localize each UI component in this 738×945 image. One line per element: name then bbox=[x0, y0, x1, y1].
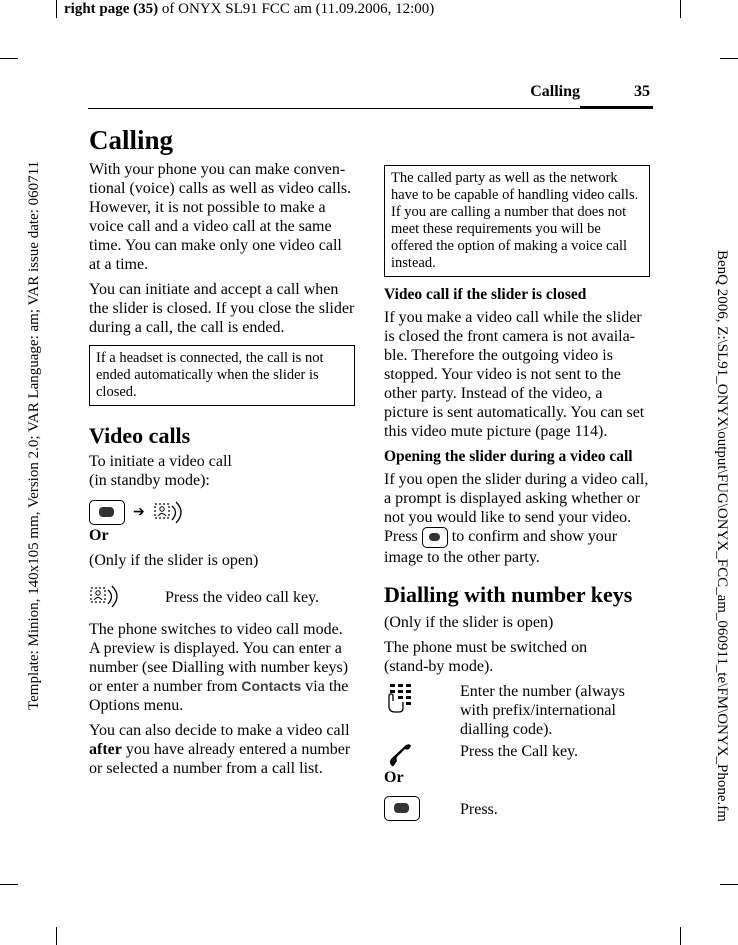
select-key-icon bbox=[422, 527, 448, 548]
crop-mark bbox=[720, 58, 738, 59]
crop-mark bbox=[0, 884, 18, 885]
crop-mark bbox=[680, 0, 681, 18]
dialling-heading: Dialling with number keys bbox=[384, 582, 633, 607]
opening-slider-heading: Opening the slider during a video call bbox=[384, 448, 633, 465]
page-number: 35 bbox=[634, 83, 650, 100]
video-call-key-icon bbox=[89, 582, 123, 610]
left-column bbox=[89, 124, 355, 784]
template-info: Template: Minion, 140x105 mm, Version 2.0; VAR Language: am; VAR issue date: 060711 bbox=[26, 160, 42, 710]
video-calls-heading: Video calls bbox=[89, 423, 191, 448]
number-keys-row bbox=[384, 682, 650, 742]
page-title: Calling bbox=[89, 125, 174, 155]
right-column bbox=[384, 165, 650, 830]
key-sequence bbox=[89, 498, 355, 526]
header-rule bbox=[88, 108, 653, 109]
or-label: Or bbox=[89, 527, 109, 544]
file-path: BenQ 2006, Z:\SL91_ONYX\output\FUG\ONYX_FCC_am_060911_te\FM\ONYX_Phone.fm bbox=[714, 250, 730, 822]
or-label: Or bbox=[384, 769, 404, 786]
intro-paragraph: With your phone you can make conven-tional (voice) calls as well as video calls. However, it is not possible to make a voice call and a video call at the same time. You can make only one video call at a time. bbox=[89, 161, 352, 273]
header-rule-accent bbox=[580, 106, 653, 109]
press-text: Press. bbox=[460, 801, 498, 818]
select-key-icon bbox=[384, 796, 420, 821]
video-key-text: Press the video call key. bbox=[165, 589, 320, 606]
opening-slider-paragraph: If you open the slider during a video call, a prompt is displayed asking whether or not you would like to send your video. Press to confirm and show your image to the other party. bbox=[384, 471, 649, 566]
running-section-title: Calling bbox=[530, 83, 580, 100]
page-tag: right page (35) of ONYX SL91 FCC am (11.09.2006, 12:00) bbox=[64, 1, 435, 17]
call-key-row bbox=[384, 742, 650, 790]
switched-on-paragraph: The phone must be switched on (stand-by mode). bbox=[384, 639, 588, 675]
after-paragraph: You can also decide to make a video call after you have already entered a number or selected a number from a call list. bbox=[89, 722, 351, 777]
press-call-text: Press the Call key. bbox=[460, 743, 579, 760]
arrow-right-icon: ➔ bbox=[133, 504, 145, 520]
slider-paragraph: You can initiate and accept a call when the slider is closed. If you close the slider during a call, the call is ended. bbox=[89, 281, 355, 336]
press-row bbox=[384, 796, 650, 830]
select-key-icon bbox=[89, 500, 125, 525]
keypad-icon bbox=[384, 682, 418, 716]
switch-mode-paragraph: The phone switches to video call mode. A preview is displayed. You can enter a number (see Dialling with number keys) or enter a number from Contacts via the Options menu. bbox=[89, 621, 349, 714]
slider-closed-paragraph: If you make a video call while the slider is closed the front camera is not availa-ble. Therefore the outgoing video is stopped. Your video is not sent to the other party. Instead of the video, a picture is sent automatically. You can set this video mute picture (page 114). bbox=[384, 309, 645, 440]
contacts-term: Contacts bbox=[241, 678, 302, 694]
initiate-text: To initiate a video call (in standby mode): bbox=[89, 453, 232, 489]
video-call-key-icon bbox=[153, 498, 187, 526]
crop-mark bbox=[56, 927, 57, 945]
video-key-row bbox=[89, 582, 355, 612]
capability-note: The called party as well as the network have to be capable of handling video calls. If you are calling a number that does not meet these requirements you will be offered the option of making a voice call instead. bbox=[384, 165, 650, 277]
slider-closed-heading: Video call if the slider is closed bbox=[384, 286, 587, 303]
headset-note: If a headset is connected, the call is not ended automatically when the slider is closed. bbox=[89, 345, 355, 406]
crop-mark bbox=[0, 58, 18, 59]
slider-open-note: (Only if the slider is open) bbox=[89, 552, 259, 569]
enter-number-text: Enter the number (always with prefix/international dialling code). bbox=[460, 683, 625, 738]
dial-slider-open-note: (Only if the slider is open) bbox=[384, 614, 554, 631]
crop-mark bbox=[680, 927, 681, 945]
crop-mark bbox=[56, 0, 57, 18]
